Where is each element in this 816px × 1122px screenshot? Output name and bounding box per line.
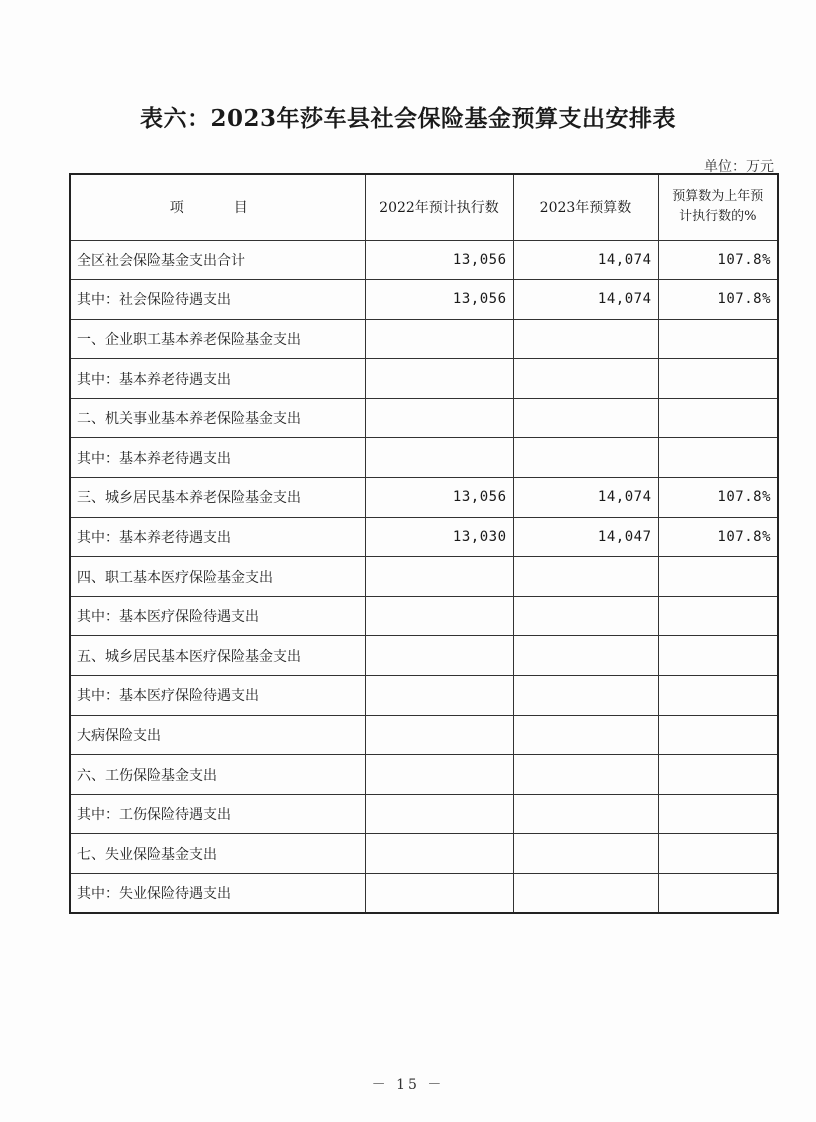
cell-2022-estimate — [365, 636, 513, 676]
cell-2023-budget — [513, 715, 658, 755]
cell-2023-budget — [513, 557, 658, 597]
cell-2023-budget — [513, 834, 658, 874]
table-row — [70, 280, 778, 320]
cell-2023-budget — [513, 596, 658, 636]
cell-ratio — [658, 438, 778, 478]
cell-2023-budget — [513, 794, 658, 834]
row-label: 其中：工伤保险待遇支出 — [70, 794, 365, 834]
row-label: 其中：失业保险待遇支出 — [70, 874, 365, 914]
unit-label: 单位：万元 — [704, 159, 774, 175]
header-2022-estimate: 2022年预计执行数 — [365, 174, 513, 240]
cell-2022-estimate: 13,056 — [365, 280, 513, 320]
row-label: 其中：基本养老待遇支出 — [70, 438, 365, 478]
table-row — [70, 319, 778, 359]
cell-ratio — [658, 398, 778, 438]
cell-2022-estimate — [365, 834, 513, 874]
cell-ratio — [658, 794, 778, 834]
cell-ratio: 107.8% — [658, 517, 778, 557]
cell-2023-budget — [513, 755, 658, 795]
cell-2022-estimate — [365, 557, 513, 597]
page-number: － 15 － — [371, 1077, 445, 1093]
cell-2022-estimate — [365, 715, 513, 755]
table-row — [70, 676, 778, 716]
table-row — [70, 240, 778, 280]
row-label: 其中：社会保险待遇支出 — [70, 280, 365, 320]
cell-2022-estimate — [365, 319, 513, 359]
cell-ratio — [658, 755, 778, 795]
cell-2022-estimate: 13,056 — [365, 240, 513, 280]
cell-2023-budget: 14,074 — [513, 478, 658, 518]
cell-ratio — [658, 636, 778, 676]
cell-ratio — [658, 715, 778, 755]
cell-ratio: 107.8% — [658, 240, 778, 280]
cell-2022-estimate — [365, 874, 513, 914]
row-label: 其中：基本养老待遇支出 — [70, 359, 365, 399]
row-label: 七、失业保险基金支出 — [70, 834, 365, 874]
cell-ratio — [658, 557, 778, 597]
cell-2022-estimate: 13,030 — [365, 517, 513, 557]
table-body — [70, 240, 778, 913]
budget-table — [69, 173, 779, 914]
cell-2022-estimate — [365, 438, 513, 478]
cell-2023-budget: 14,047 — [513, 517, 658, 557]
table-row — [70, 557, 778, 597]
cell-ratio — [658, 359, 778, 399]
cell-ratio — [658, 319, 778, 359]
row-label: 六、工伤保险基金支出 — [70, 755, 365, 795]
table-row — [70, 834, 778, 874]
row-label: 四、职工基本医疗保险基金支出 — [70, 557, 365, 597]
table-row — [70, 478, 778, 518]
cell-ratio — [658, 676, 778, 716]
table-row — [70, 874, 778, 914]
cell-2023-budget — [513, 636, 658, 676]
row-label: 其中：基本医疗保险待遇支出 — [70, 676, 365, 716]
header-ratio: 预算数为上年预计执行数的% — [658, 174, 778, 240]
cell-2022-estimate — [365, 359, 513, 399]
row-label: 其中：基本养老待遇支出 — [70, 517, 365, 557]
row-label: 五、城乡居民基本医疗保险基金支出 — [70, 636, 365, 676]
cell-2022-estimate: 13,056 — [365, 478, 513, 518]
cell-ratio — [658, 596, 778, 636]
cell-2022-estimate — [365, 676, 513, 716]
cell-ratio: 107.8% — [658, 280, 778, 320]
cell-2023-budget — [513, 874, 658, 914]
header-item: 项 目 — [70, 174, 365, 240]
cell-ratio: 107.8% — [658, 478, 778, 518]
row-label: 大病保险支出 — [70, 715, 365, 755]
table-row — [70, 794, 778, 834]
table-row — [70, 636, 778, 676]
table-row — [70, 517, 778, 557]
table-row — [70, 438, 778, 478]
row-label: 其中：基本医疗保险待遇支出 — [70, 596, 365, 636]
table-row — [70, 596, 778, 636]
row-label: 一、企业职工基本养老保险基金支出 — [70, 319, 365, 359]
cell-2023-budget — [513, 398, 658, 438]
cell-2023-budget — [513, 319, 658, 359]
cell-ratio — [658, 834, 778, 874]
cell-ratio — [658, 874, 778, 914]
table-row — [70, 715, 778, 755]
cell-2022-estimate — [365, 596, 513, 636]
cell-2023-budget: 14,074 — [513, 240, 658, 280]
table-row — [70, 398, 778, 438]
cell-2023-budget — [513, 438, 658, 478]
cell-2022-estimate — [365, 794, 513, 834]
table-header-row — [70, 174, 778, 240]
cell-2023-budget: 14,074 — [513, 280, 658, 320]
header-2023-budget: 2023年预算数 — [513, 174, 658, 240]
table-row — [70, 359, 778, 399]
cell-2023-budget — [513, 676, 658, 716]
page-title: 表六：2023年莎车县社会保险基金预算支出安排表 — [139, 105, 676, 132]
table-row — [70, 755, 778, 795]
row-label: 二、机关事业基本养老保险基金支出 — [70, 398, 365, 438]
row-label: 三、城乡居民基本养老保险基金支出 — [70, 478, 365, 518]
cell-2023-budget — [513, 359, 658, 399]
cell-2022-estimate — [365, 398, 513, 438]
row-label: 全区社会保险基金支出合计 — [70, 240, 365, 280]
cell-2022-estimate — [365, 755, 513, 795]
